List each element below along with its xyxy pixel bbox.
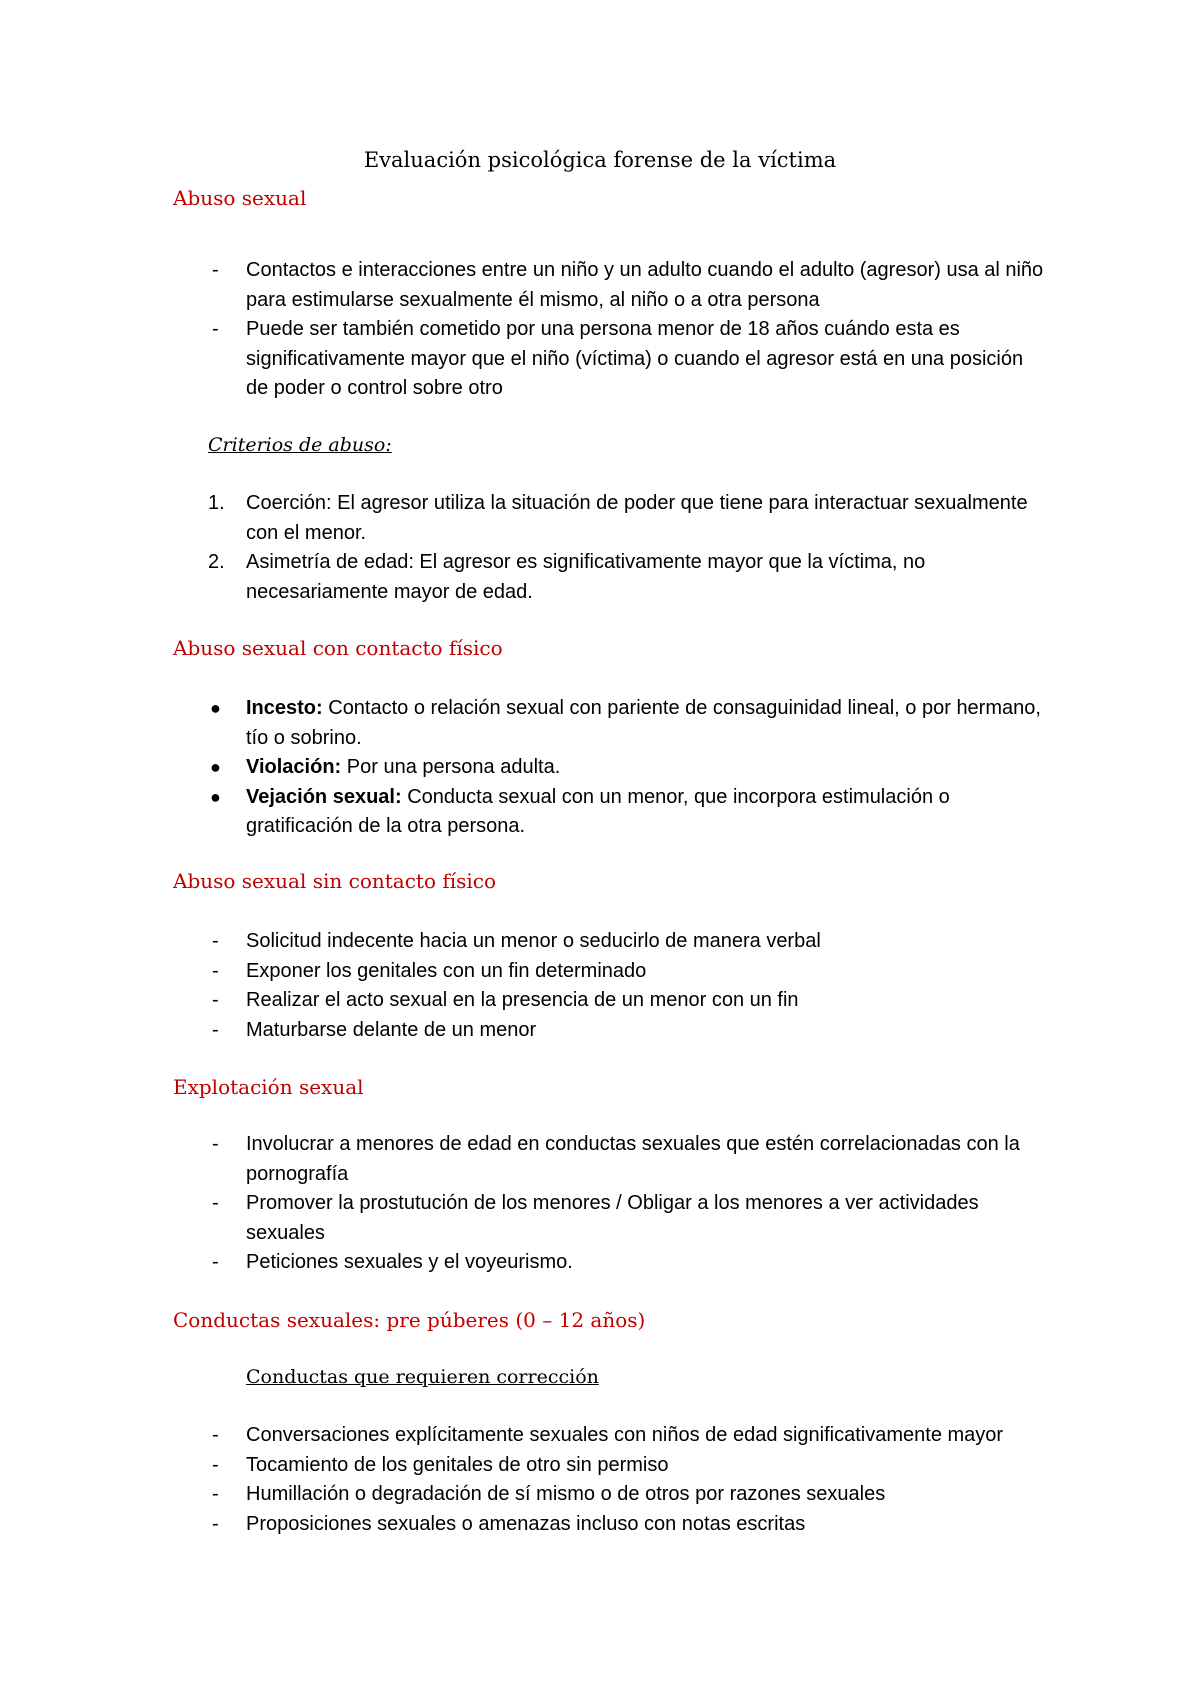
list-item: ● Vejación sexual: Conducta sexual con un menor, que incorpora estimulación o gratificación de la otra persona.	[208, 783, 1048, 842]
heading-sin-contacto: Abuso sexual sin contacto físico	[173, 869, 497, 893]
bullet-marker: ●	[210, 757, 221, 777]
heading-explotacion: Explotación sexual	[173, 1075, 364, 1099]
heading-abuso-sexual: Abuso sexual	[173, 186, 307, 210]
dash-marker: -	[212, 1424, 219, 1446]
list-criterios	[208, 489, 1048, 607]
list-item: - Realizar el acto sexual en la presencia de un menor con un fin	[208, 986, 1048, 1016]
dash-marker: -	[212, 1453, 219, 1476]
list-item: - Maturbarse delante de un menor	[208, 1016, 1048, 1046]
item-number: 2.	[208, 551, 225, 573]
list-item: - Exponer los genitales con un fin determinado	[208, 957, 1048, 987]
dash-marker: -	[212, 1192, 219, 1214]
list-item: - Proposiciones sexuales o amenazas incluso con notas escritas	[208, 1510, 1048, 1540]
list-con-contacto	[208, 694, 1048, 842]
item-number: 1.	[208, 492, 225, 514]
document-title: Evaluación psicológica forense de la víctima	[363, 148, 837, 172]
list-explotacion	[208, 1130, 1048, 1278]
dash-marker: -	[212, 318, 219, 340]
list-item: - Conversaciones explícitamente sexuales con niños de edad significativamente mayor	[208, 1421, 1048, 1451]
list-sin-contacto	[208, 927, 1048, 1045]
list-abuso-sexual	[208, 256, 1048, 404]
term: Violación:	[246, 756, 342, 778]
list-item: - Contactos e interacciones entre un niño y un adulto cuando el adulto (agresor) usa al niño para estimularse sexualmente él mismo, al niño o a otra persona	[208, 256, 1048, 315]
list-item: - Solicitud indecente hacia un menor o seducirlo de manera verbal	[208, 927, 1048, 957]
bullet-marker: ●	[210, 698, 221, 718]
subheading-correccion: Conductas que requieren corrección	[246, 1366, 599, 1388]
numbered-item: 1. Coerción: El agresor utiliza la situación de poder que tiene para interactuar sexualmente con el menor.	[208, 489, 1048, 548]
list-item: - Humillación o degradación de sí mismo o de otros por razones sexuales	[208, 1480, 1048, 1510]
dash-marker: -	[212, 1512, 219, 1535]
list-item: - Promover la prostutución de los menores / Obligar a los menores a ver actividades sexuales	[208, 1189, 1048, 1248]
list-item: - Puede ser también cometido por una persona menor de 18 años cuándo esta es significativamente mayor que el niño (víctima) o cuando el agresor está en una posición de poder o control sobre otro	[208, 315, 1048, 404]
list-item: - Involucrar a menores de edad en conductas sexuales que estén correlacionadas con la pornografía	[208, 1130, 1048, 1189]
dash-marker: -	[212, 1133, 219, 1155]
dash-marker: -	[212, 1483, 219, 1505]
list-item: - Peticiones sexuales y el voyeurismo.	[208, 1248, 1048, 1278]
term: Incesto:	[246, 697, 323, 719]
list-item: ● Incesto: Contacto o relación sexual con pariente de consaguinidad lineal, o por hermano, tío o sobrino.	[208, 694, 1048, 753]
dash-marker: -	[212, 259, 219, 281]
term: Vejación sexual:	[246, 785, 402, 808]
heading-prepuberes: Conductas sexuales: pre púberes (0 – 12 años)	[173, 1308, 646, 1332]
list-item: ● Violación: Por una persona adulta.	[208, 753, 1048, 783]
dash-marker: -	[212, 1018, 219, 1041]
criterios-label: Criterios de abuso:	[208, 434, 392, 456]
dash-marker: -	[212, 959, 219, 982]
heading-con-contacto: Abuso sexual con contacto físico	[173, 636, 503, 660]
list-prepuberes	[208, 1421, 1048, 1539]
list-item: - Tocamiento de los genitales de otro sin permiso	[208, 1451, 1048, 1481]
bullet-marker: ●	[210, 786, 221, 807]
numbered-item: 2. Asimetría de edad: El agresor es significativamente mayor que la víctima, no necesariamente mayor de edad.	[208, 548, 1048, 607]
dash-marker: -	[212, 1251, 219, 1273]
dash-marker: -	[212, 989, 219, 1011]
dash-marker: -	[212, 930, 219, 952]
